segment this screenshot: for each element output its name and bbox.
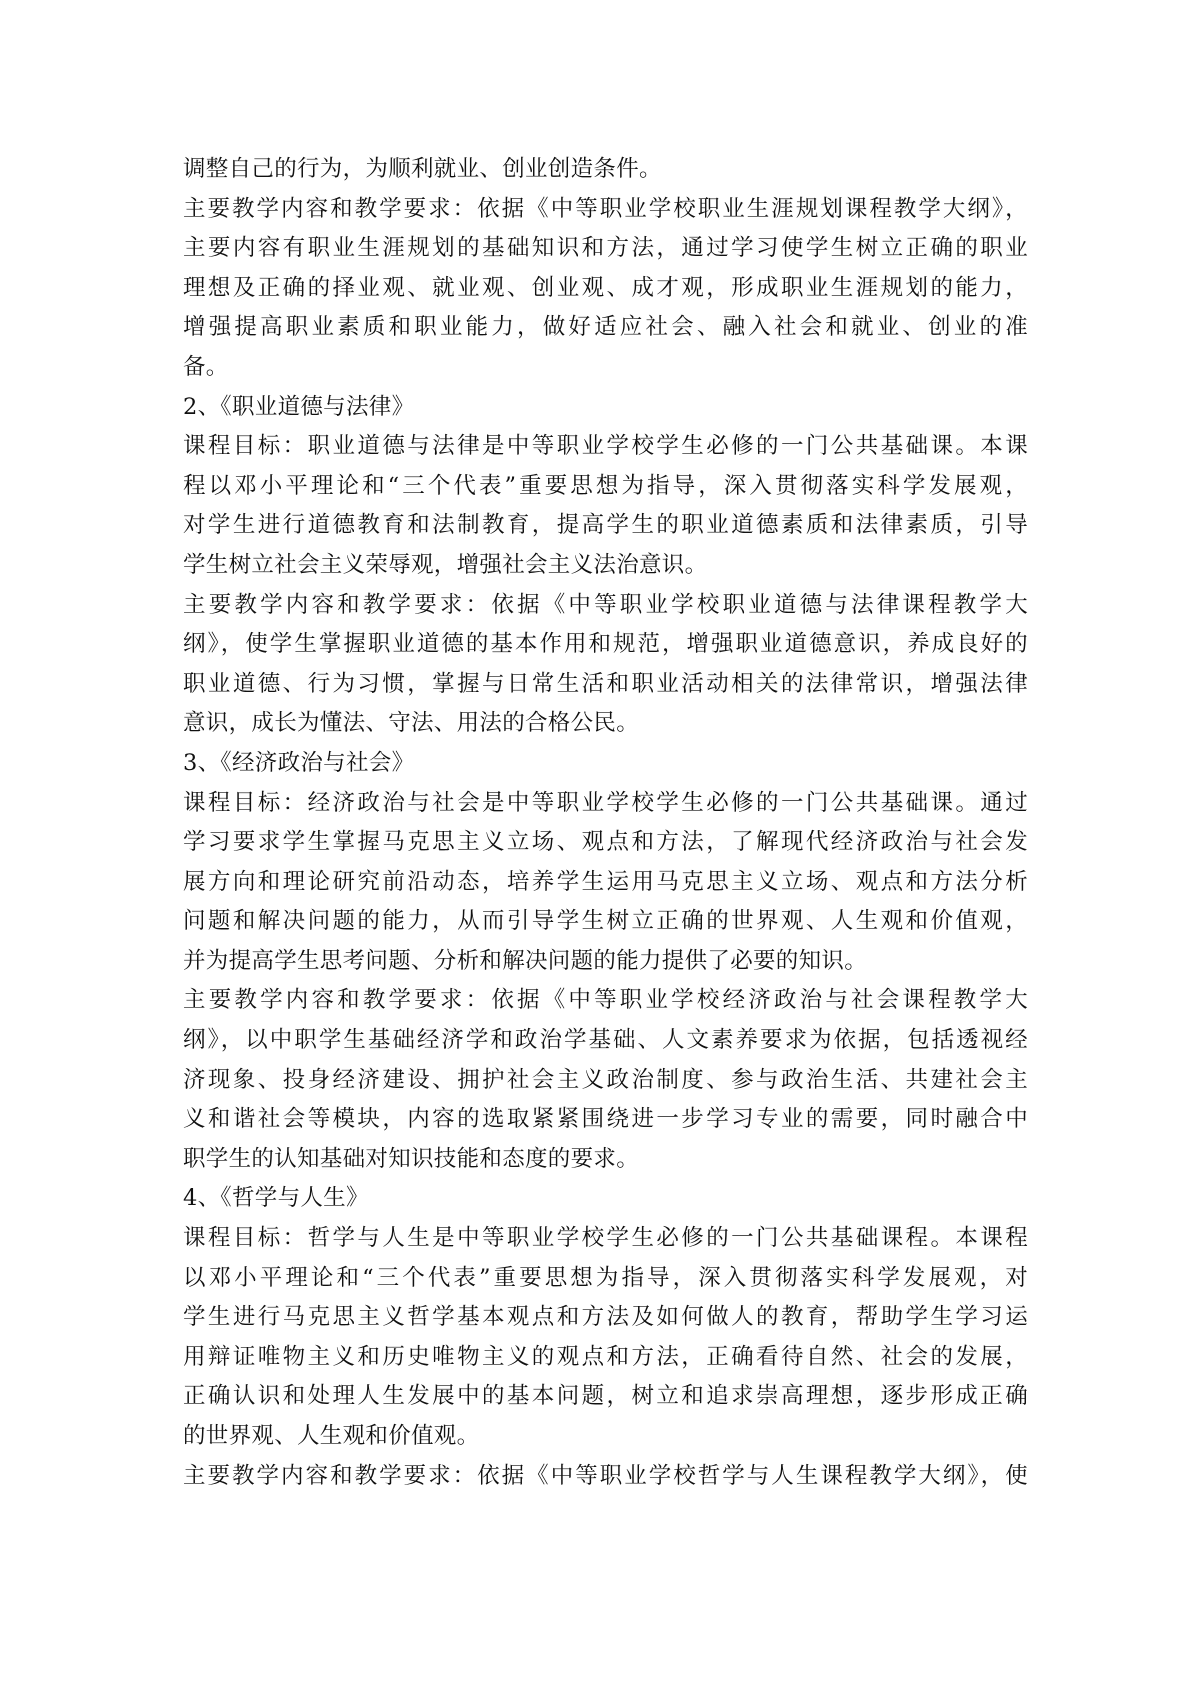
text-line: 职学生的认知基础对知识技能和态度的要求。	[183, 1145, 640, 1172]
section-heading: 3、《经济政治与社会》	[183, 749, 415, 776]
text-line: 对学生进行道德教育和法制教育，提高学生的职业道德素质和法律素质，引导	[183, 512, 1028, 539]
text-line: 课程目标：职业道德与法律是中等职业学校学生必修的一门公共基础课。本课	[183, 433, 1028, 460]
document-body	[183, 150, 1028, 1496]
text-line: 正确认识和处理人生发展中的基本问题，树立和追求崇高理想，逐步形成正确	[183, 1383, 1028, 1410]
text-line: 主要教学内容和教学要求：依据《中等职业学校经济政治与社会课程教学大	[183, 987, 1028, 1014]
text-line: 的世界观、人生观和价值观。	[183, 1423, 480, 1449]
text-line: 调整自己的行为，为顺利就业、创业创造条件。	[183, 156, 662, 182]
text-line: 展方向和理论研究前沿动态，培养学生运用马克思主义立场、观点和方法分析	[183, 868, 1028, 895]
text-line: 备。	[183, 353, 229, 380]
text-line: 主要内容有职业生涯规划的基础知识和方法，通过学习使学生树立正确的职业	[183, 235, 1028, 262]
text-line: 用辩证唯物主义和历史唯物主义的观点和方法，正确看待自然、社会的发展，	[183, 1343, 1028, 1370]
text-line: 职业道德、行为习惯，掌握与日常生活和职业活动相关的法律常识，增强法律	[183, 670, 1028, 697]
text-line: 课程目标：哲学与人生是中等职业学校学生必修的一门公共基础课程。本课程	[183, 1225, 1028, 1252]
text-line: 纲》，使学生掌握职业道德的基本作用和规范，增强职业道德意识，养成良好的	[183, 631, 1028, 658]
text-line: 主要教学内容和教学要求：依据《中等职业学校哲学与人生课程教学大纲》，使	[183, 1462, 1028, 1489]
text-line: 以邓小平理论和“三个代表”重要思想为指导，深入贯彻落实科学发展观，对	[183, 1264, 1028, 1291]
text-line: 增强提高职业素质和职业能力，做好适应社会、融入社会和就业、创业的准	[183, 314, 1028, 341]
text-line: 问题和解决问题的能力，从而引导学生树立正确的世界观、人生观和价值观，	[183, 908, 1028, 935]
section-heading: 2、《职业道德与法律》	[183, 393, 415, 420]
text-line: 纲》，以中职学生基础经济学和政治学基础、人文素养要求为依据，包括透视经	[183, 1027, 1028, 1054]
text-line: 并为提高学生思考问题、分析和解决问题的能力提供了必要的知识。	[183, 947, 868, 974]
text-line: 学生树立社会主义荣辱观，增强社会主义法治意识。	[183, 551, 708, 578]
text-line: 主要教学内容和教学要求：依据《中等职业学校职业道德与法律课程教学大	[183, 591, 1028, 618]
text-line: 意识，成长为懂法、守法、用法的合格公民。	[183, 710, 640, 737]
text-line: 学生进行马克思主义哲学基本观点和方法及如何做人的教育，帮助学生学习运	[183, 1304, 1028, 1331]
text-line: 理想及正确的择业观、就业观、创业观、成才观，形成职业生涯规划的能力，	[183, 274, 1028, 301]
text-line: 济现象、投身经济建设、拥护社会主义政治制度、参与政治生活、共建社会主	[183, 1066, 1028, 1093]
text-line: 主要教学内容和教学要求：依据《中等职业学校职业生涯规划课程教学大纲》，	[183, 195, 1028, 222]
section-heading: 4、《哲学与人生》	[183, 1185, 369, 1212]
text-line: 学习要求学生掌握马克思主义立场、观点和方法，了解现代经济政治与社会发	[183, 829, 1028, 856]
text-line: 程以邓小平理论和“三个代表”重要思想为指导，深入贯彻落实科学发展观，	[183, 472, 1028, 499]
text-line: 义和谐社会等模块，内容的选取紧紧围绕进一步学习专业的需要，同时融合中	[183, 1106, 1028, 1133]
text-line: 课程目标：经济政治与社会是中等职业学校学生必修的一门公共基础课。通过	[183, 789, 1028, 816]
